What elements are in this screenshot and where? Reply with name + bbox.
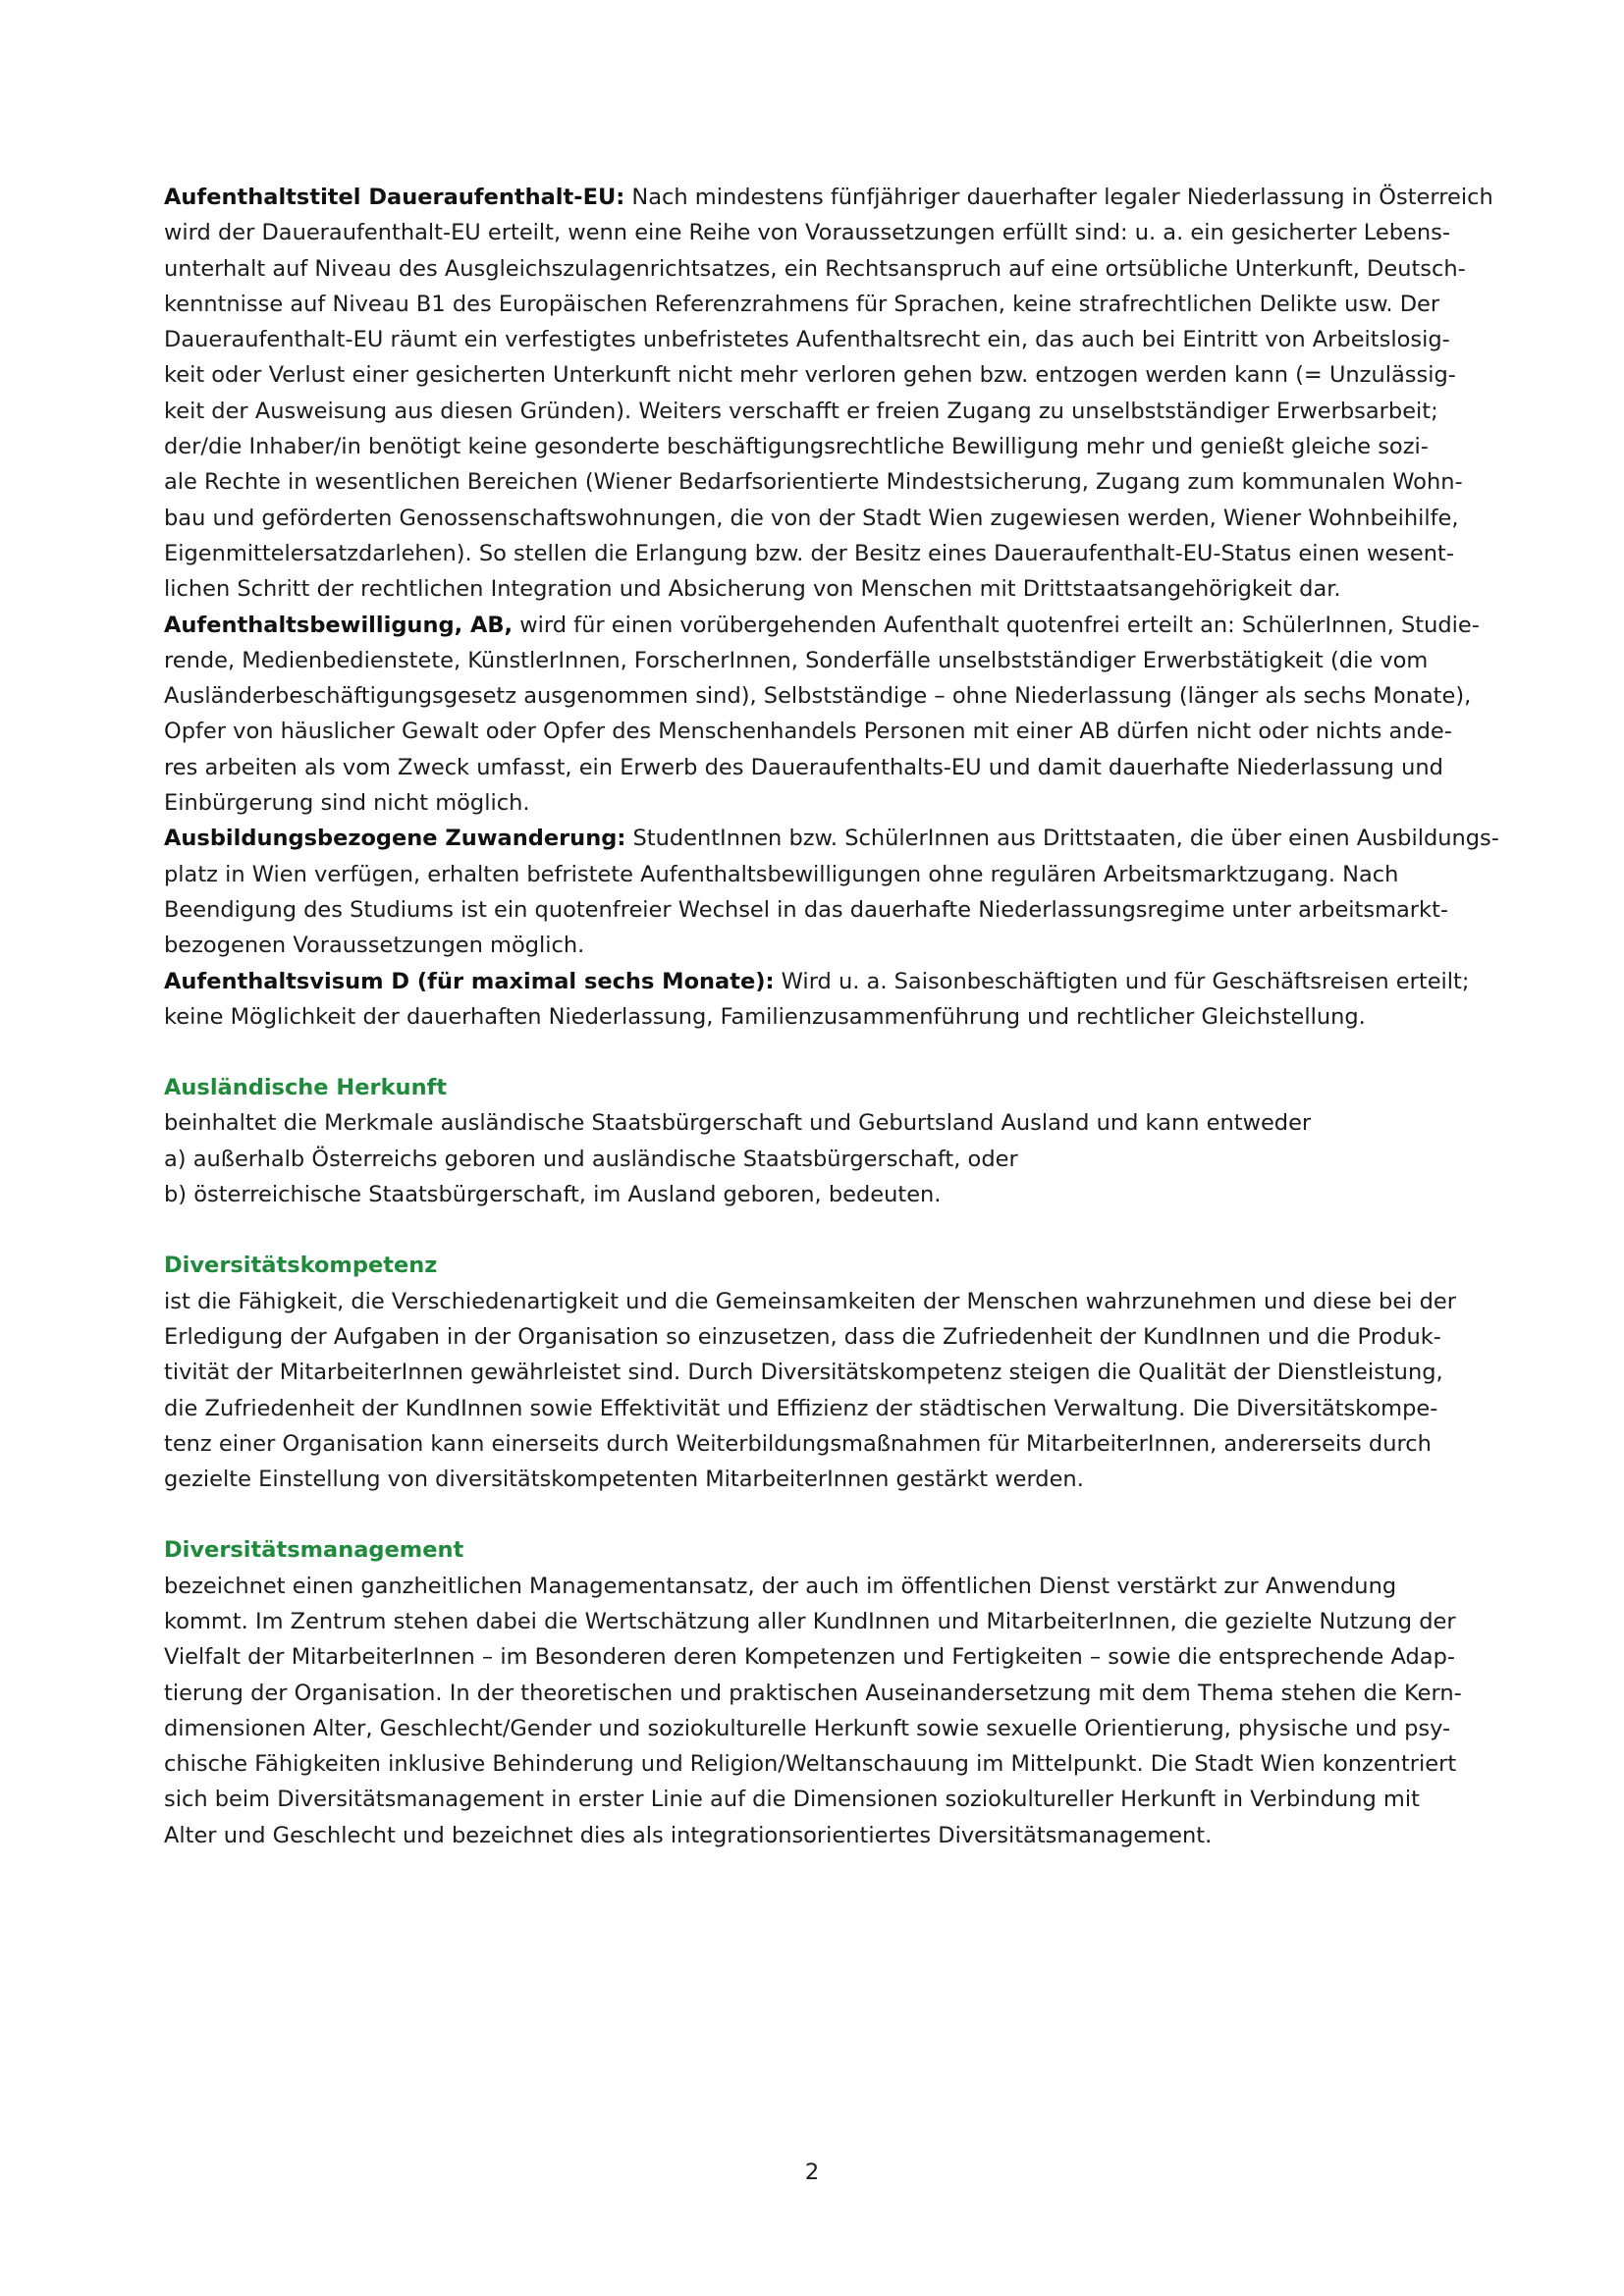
text-line: tenz einer Organisation kann einerseits durch Weiterbildungsmaßnahmen für MitarbeiterInnen, andererseits durch: [164, 1430, 1432, 1457]
section-herkunft: [164, 1070, 1480, 1212]
section-kompetenz: [164, 1248, 1480, 1497]
text-line: unterhalt auf Niveau des Ausgleichszulagenrichtsatzes, ein Rechtsanspruch auf eine ortsübliche Unterkunft, Deutsch-: [164, 255, 1466, 282]
paragraph-ausbildung: Ausbildungsbezogene Zuwanderung: StudentInnen bzw. SchülerInnen aus Drittstaaten, die über einen Ausbildungs- platz in Wien verfügen, erhalten befristete Aufenthaltsbewilligungen ohne regulären Arbeitsmarktzugang. Nach Beendigung des Studiums ist ein quotenfreier Wechsel in das dauerhafte Niederlassungsregime unter arbeitsmarkt- bezogenen Voraussetzungen möglich.: [164, 821, 1480, 963]
text-line: Ausländerbeschäftigungsgesetz ausgenommen sind), Selbstständige – ohne Niederlassung (länger als sechs Monate),: [164, 683, 1472, 710]
term-daueraufenthalt: Aufenthaltstitel Daueraufenthalt-EU:: [164, 185, 625, 210]
text-line: kommt. Im Zentrum stehen dabei die Wertschätzung aller KundInnen und MitarbeiterInnen, die gezielte Nutzung der: [164, 1608, 1456, 1634]
text-line: bezogenen Voraussetzungen möglich.: [164, 933, 585, 959]
text-line: Daueraufenthalt-EU räumt ein verfestigtes unbefristetes Aufenthaltsrecht ein, das auch bei Eintritt von Arbeitslosig-: [164, 327, 1450, 353]
text-line: der/die Inhaber/in benötigt keine gesonderte beschäftigungsrechtliche Bewilligung mehr und genießt gleiche sozi-: [164, 434, 1429, 460]
text-line: bau und geförderten Genossenschaftswohnungen, die von der Stadt Wien zugewiesen werden, Wiener Wohnbeihilfe,: [164, 505, 1459, 531]
text-line: Vielfalt der MitarbeiterInnen – im Besonderen deren Kompetenzen und Fertigkeiten – sowie die entsprechende Adap-: [164, 1644, 1455, 1671]
section-management: [164, 1532, 1480, 1853]
heading-management: Diversitätsmanagement: [164, 1537, 464, 1564]
text-line: platz in Wien verfügen, erhalten befristete Aufenthaltsbewilligungen ohne regulären Arbeitsmarktzugang. Nach: [164, 861, 1399, 887]
heading-kompetenz: Diversitätskompetenz: [164, 1253, 438, 1279]
section-spacer: [164, 1035, 1480, 1070]
paragraph-daueraufenthalt: Aufenthaltstitel Daueraufenthalt-EU: Nach mindestens fünfjähriger dauerhafter legaler Niederlassung in Österreich wird der Daueraufenthalt-EU erteilt, wenn eine Reihe von Voraussetzungen erfüllt sind: u. a. ein gesicherter Lebens- unterhalt auf Niveau des Ausgleichszulagenrichtsatzes, ein Rechtsanspruch auf eine ortsübliche Unterkunft, Deutsch- kenntnisse auf Niveau B1 des Europäischen Referenzrahmens für Sprachen, keine strafrechtlichen Delikte usw. Der Daueraufenthalt-EU räumt ein verfestigtes unbefristetes Aufenthaltsrecht ein, das auch bei Eintritt von Arbeitslosig- keit oder Verlust einer gesicherten Unterkunft nicht mehr verloren gehen bzw. entzogen werden kann (= Unzulässig- keit der Ausweisung aus diesen Gründen). Weiters verschafft er freien Zugang zu unselbstständiger Erwerbsarbeit; der/die Inhaber/in benötigt keine gesonderte beschäftigungsrechtliche Bewilligung mehr und genießt gleiche sozi- ale Rechte in wesentlichen Bereichen (Wiener Bedarfsorientierte Mindestsicherung, Zugang zum kommunalen Wohn- bau und geförderten Genossenschaftswohnungen, die von der Stadt Wien zugewiesen werden, Wiener Wohnbeihilfe, Eigenmittelersatzdarlehen). So stellen die Erlangung bzw. der Besitz eines Daueraufenthalt-EU-Status einen wesent- lichen Schritt der rechtlichen Integration und Absicherung von Menschen mit Drittstaatsangehörigkeit dar.: [164, 180, 1480, 608]
text-line: wird der Daueraufenthalt-EU erteilt, wenn eine Reihe von Voraussetzungen erfüllt sind: u. a. ein gesicherter Lebens-: [164, 220, 1450, 246]
text-line: sich beim Diversitätsmanagement in erster Linie auf die Dimensionen soziokultureller Herkunft in Verbindung mit: [164, 1787, 1420, 1813]
text-line: beinhaltet die Merkmale ausländische Staatsbürgerschaft und Geburtsland Ausland und kann entweder: [164, 1110, 1312, 1137]
text-line: rende, Medienbedienstete, KünstlerInnen, ForscherInnen, Sonderfälle unselbstständiger Erwerbstätigkeit (die vom: [164, 647, 1429, 673]
page-number: 2: [804, 2160, 820, 2185]
text-line: lichen Schritt der rechtlichen Integration und Absicherung von Menschen mit Drittstaatsangehörigkeit dar.: [164, 576, 1341, 603]
text-line: Opfer von häuslicher Gewalt oder Opfer des Menschenhandels Personen mit einer AB dürfen nicht oder nichts ande-: [164, 719, 1452, 745]
term-visum: Aufenthaltsvisum D (für maximal sechs Monate):: [164, 968, 775, 994]
text-line: Einbürgerung sind nicht möglich.: [164, 790, 530, 817]
heading-herkunft: Ausländische Herkunft: [164, 1075, 448, 1101]
document-body: [164, 180, 1499, 1853]
section-spacer: [164, 1497, 1480, 1532]
paragraph-aufenthaltsbewilligung: Aufenthaltsbewilligung, AB, wird für einen vorübergehenden Aufenthalt quotenfrei erteilt an: SchülerInnen, Studie- rende, Medienbedienstete, KünstlerInnen, ForscherInnen, Sonderfälle unselbstständiger Erwerbstätigkeit (die vom Ausländerbeschäftigungsgesetz ausgenommen sind), Selbstständige – ohne Niederlassung (länger als sechs Monate), Opfer von häuslicher Gewalt oder Opfer des Menschenhandels Personen mit einer AB dürfen nicht oder nichts ande- res arbeiten als vom Zweck umfasst, ein Erwerb des Daueraufenthalts-EU und damit dauerhafte Niederlassung und Einbürgerung sind nicht möglich.: [164, 608, 1480, 822]
text-line: bezeichnet einen ganzheitlichen Managementansatz, der auch im öffentlichen Dienst verstärkt zur Anwendung: [164, 1573, 1397, 1599]
text-line: keine Möglichkeit der dauerhaften Niederlassung, Familienzusammenführung und rechtlicher Gleichstellung.: [164, 1003, 1366, 1030]
text-line: chische Fähigkeiten inklusive Behinderung und Religion/Weltanschauung im Mittelpunkt. Die Stadt Wien konzentriert: [164, 1751, 1457, 1778]
text-line: b) österreichische Staatsbürgerschaft, im Ausland geboren, bedeuten.: [164, 1182, 942, 1208]
term-aufenthaltsbewilligung: Aufenthaltsbewilligung, AB,: [164, 612, 514, 638]
text-line: gezielte Einstellung von diversitätskompetenten MitarbeiterInnen gestärkt werden.: [164, 1467, 1084, 1493]
text-line: tivität der MitarbeiterInnen gewährleistet sind. Durch Diversitätskompetenz steigen die Qualität der Dienstleistung,: [164, 1360, 1443, 1386]
text-line: Beendigung des Studiums ist ein quotenfreier Wechsel in das dauerhafte Niederlassungsregime unter arbeitsmarkt-: [164, 896, 1449, 923]
text-line: kenntnisse auf Niveau B1 des Europäischen Referenzrahmens für Sprachen, keine strafrechtlichen Delikte usw. Der: [164, 291, 1440, 317]
section-spacer: [164, 1212, 1480, 1248]
term-ausbildung: Ausbildungsbezogene Zuwanderung:: [164, 826, 626, 852]
text-line: a) außerhalb Österreichs geboren und ausländische Staatsbürgerschaft, oder: [164, 1146, 1018, 1172]
text-line: dimensionen Alter, Geschlecht/Gender und soziokulturelle Herkunft sowie sexuelle Orientierung, physische und psy-: [164, 1715, 1451, 1741]
text-line: Alter und Geschlecht und bezeichnet dies als integrationsorientiertes Diversitätsmanagement.: [164, 1822, 1213, 1848]
text-line: ale Rechte in wesentlichen Bereichen (Wiener Bedarfsorientierte Mindestsicherung, Zugang zum kommunalen Wohn-: [164, 469, 1463, 496]
text-line: Eigenmittelersatzdarlehen). So stellen die Erlangung bzw. der Besitz eines Daueraufenthalt-EU-Status einen wesent-: [164, 540, 1454, 566]
text-line: keit oder Verlust einer gesicherten Unterkunft nicht mehr verloren gehen bzw. entzogen werden kann (= Unzulässig-: [164, 362, 1456, 389]
text-line: Erledigung der Aufgaben in der Organisation so einzusetzen, dass die Zufriedenheit der KundInnen und die Produk-: [164, 1323, 1441, 1350]
text-line: keit der Ausweisung aus diesen Gründen). Weiters verschafft er freien Zugang zu unselbstständiger Erwerbsarbeit;: [164, 398, 1438, 424]
text-line: die Zufriedenheit der KundInnen sowie Effektivität und Effizienz der städtischen Verwaltung. Die Diversitätskompe-: [164, 1395, 1438, 1421]
paragraph-visum: Aufenthaltsvisum D (für maximal sechs Monate): Wird u. a. Saisonbeschäftigten und für Geschäftsreisen erteilt; keine Möglichkeit der dauerhaften Niederlassung, Familienzusammenführung und rechtlicher Gleichstellung.: [164, 964, 1480, 1036]
text-line: tierung der Organisation. In der theoretischen und praktischen Auseinandersetzung mit dem Thema stehen die Kern-: [164, 1680, 1462, 1706]
text-line: res arbeiten als vom Zweck umfasst, ein Erwerb des Daueraufenthalts-EU und damit dauerhafte Niederlassung und: [164, 754, 1443, 780]
text-line: ist die Fähigkeit, die Verschiedenartigkeit und die Gemeinsamkeiten der Menschen wahrzunehmen und diese bei der: [164, 1288, 1456, 1314]
